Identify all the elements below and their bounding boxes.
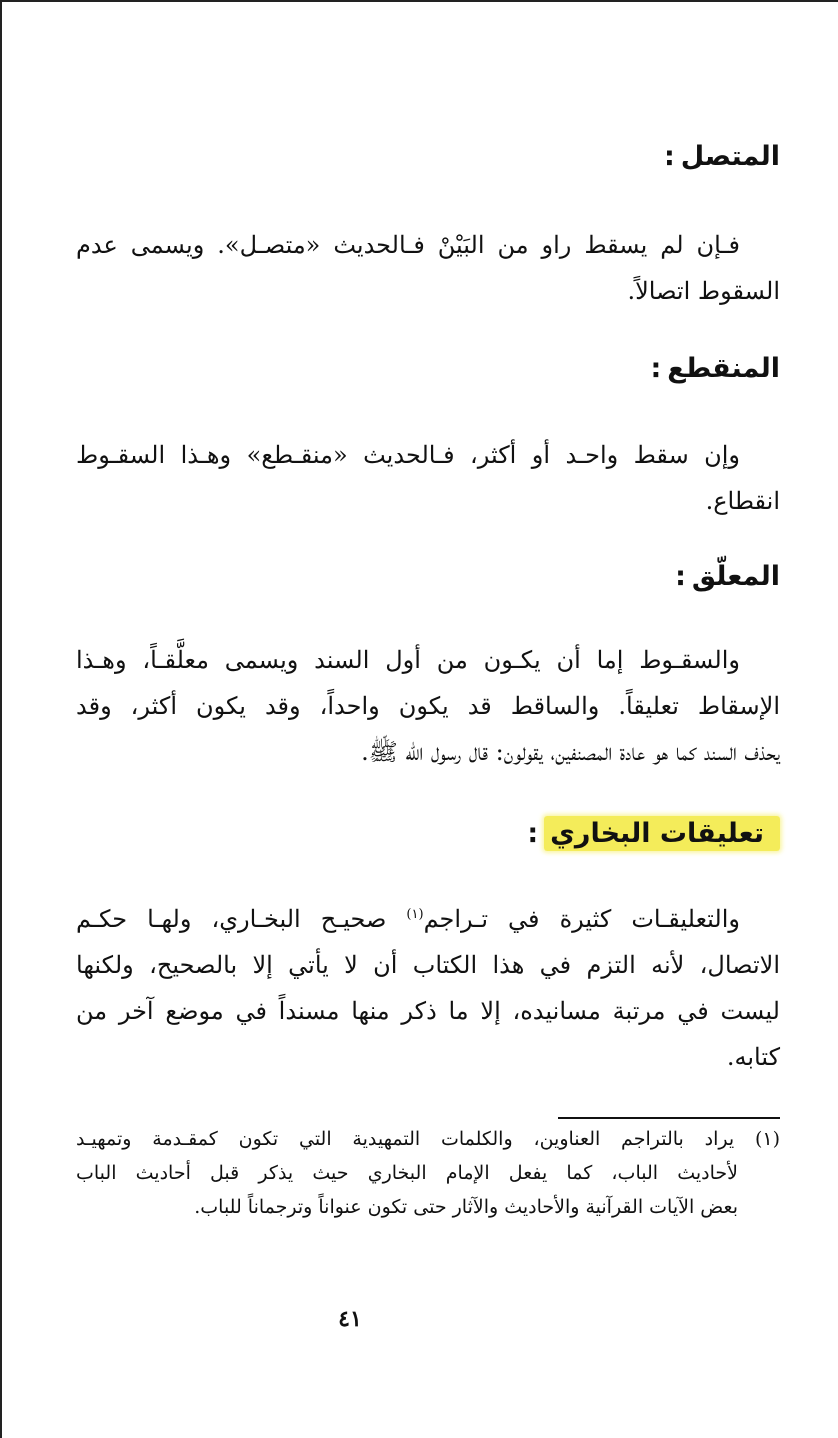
footnote-reference[interactable]: (١) (406, 907, 424, 922)
paragraph-line: يحذف السند كما هو عادة المصنفين، يقولون: قال رسول الله ﷺ. (361, 738, 780, 766)
paragraph-line: كتابه. (726, 1043, 780, 1071)
footnote-separator (558, 1117, 780, 1119)
line-text: صحيـح البخـاري، ولهـا حكـم (76, 905, 407, 933)
paragraph-line: والسقـوط إما أن يكـون من أول السند ويسمى معلَّقـاً، وهـذا (76, 646, 740, 674)
footnote-line: لأحاديث الباب، كما يفعل الإمام البخاري حيث يذكر قبل أحاديث الباب (76, 1162, 738, 1184)
paragraph-munqati (76, 432, 780, 524)
paragraph-line: ليست في مرتبة مسانيده، إلا ما ذكر منها مسنداً في موضع آخر من (76, 997, 780, 1025)
footnote-line (76, 1122, 780, 1156)
paragraph-line: الإسقاط تعليقاً. والساقط قد يكون واحداً، وقد يكون أكثر، وقد (76, 692, 780, 720)
section-heading-munqati (650, 349, 780, 389)
footnote-line: بعض الآيات القرآنية والأحاديث والآثار حتى تكون عنواناً وترجماناً للباب. (194, 1196, 738, 1218)
page-frame-top (0, 0, 838, 2)
paragraph-line: وإن سقط واحـد أو أكثر، فـالحديث «منقـطع» وهـذا السقـوط (76, 441, 740, 469)
section-heading-bukhari-taliqat (527, 814, 780, 854)
highlighted-heading-text: تعليقات البخاري (544, 816, 780, 851)
section-heading-muttasil (664, 137, 780, 177)
section-heading-muallaq (675, 557, 780, 597)
heading-text: المنقطع (667, 353, 780, 384)
footnote-marker: (١) (754, 1128, 781, 1150)
paragraph-line: انقطاع. (705, 487, 780, 515)
page-frame-left (0, 0, 2, 1438)
paragraph-line: الاتصال، لأنه التزم في هذا الكتاب أن لا يأتي إلا بالصحيح، ولكنها (76, 951, 780, 979)
footnote-text: يراد بالتراجم العناوين، والكلمات التمهيدية التي تكون كمقـدمة وتمهيـد (76, 1128, 735, 1150)
paragraph-line: فـإن لم يسقط راو من البَيْنْ فـالحديث «متصـل». ويسمى عدم (76, 231, 740, 259)
heading-colon: : (675, 561, 686, 592)
page-number: ٤١ (338, 1306, 362, 1332)
line-text: والتعليقـات كثيرة في تـراجم (423, 905, 740, 933)
paragraph-line: السقوط اتصالاً. (627, 277, 780, 305)
heading-text: المتصل (680, 141, 780, 172)
heading-colon: : (527, 818, 539, 849)
paragraph-line (76, 896, 780, 942)
heading-text: المعلّق (691, 561, 780, 592)
paragraph-muttasil (76, 222, 780, 314)
paragraph-bukhari-taliqat (76, 896, 780, 1080)
paragraph-muallaq (76, 637, 780, 775)
footnote (76, 1122, 780, 1224)
heading-colon: : (663, 141, 675, 172)
heading-colon: : (650, 353, 662, 384)
